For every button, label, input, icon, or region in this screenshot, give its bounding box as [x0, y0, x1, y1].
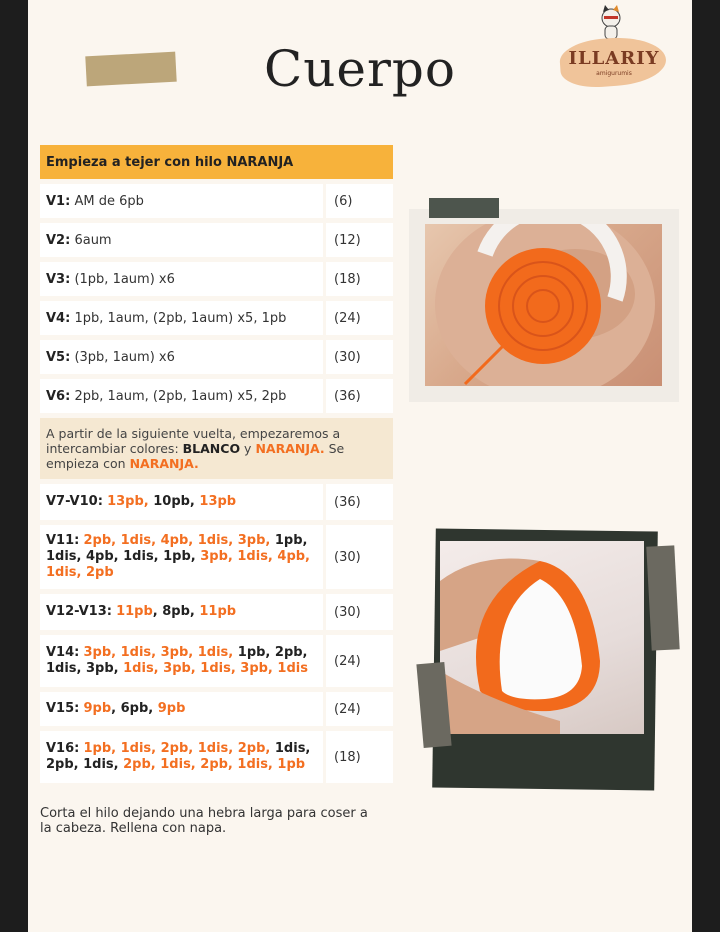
table-row — [40, 523, 393, 592]
note-y: y — [240, 441, 256, 456]
orange-stitches: 2pb, 1dis, 2pb, 1dis, 1pb — [123, 757, 306, 772]
color-change-note — [40, 416, 393, 482]
white-stitches: , 8pb, — [152, 604, 200, 619]
table-row — [40, 482, 393, 523]
orange-stitches: , — [143, 494, 154, 509]
brand-logo — [560, 4, 668, 90]
row-text: (1pb, 1aum) x6 — [74, 271, 175, 287]
row-instruction — [40, 482, 325, 523]
orange-stitches: 9pb — [157, 701, 186, 716]
note-part2: Se empieza con — [46, 441, 345, 471]
row-label: V1: — [46, 193, 71, 209]
row-text: 1pb, 1aum, (2pb, 1aum) x5, 1pb — [74, 310, 287, 326]
row-label: V7-V10: — [46, 494, 103, 509]
table-row — [40, 592, 393, 633]
orange-stitches: 13pb — [107, 494, 144, 509]
note-part1: A partir de la siguiente vuelta, empezaremos a intercambiar colores: — [46, 426, 341, 456]
footer-instructions: Corta el hilo dejando una hebra larga para coser a la cabeza. Rellena con napa. — [40, 806, 368, 836]
table-row — [40, 299, 393, 338]
orange-stitches: 13pb — [199, 494, 237, 509]
table-row — [40, 260, 393, 299]
row-label: V3: — [46, 271, 71, 287]
row-label: V4: — [46, 310, 71, 326]
row-instruction — [40, 260, 325, 299]
row-label: V11: — [46, 533, 80, 548]
row-text: 6aum — [74, 232, 112, 248]
crochet-photo-base — [425, 224, 662, 386]
row-count: (24) — [325, 633, 394, 690]
logo-tagline: amigurumis — [596, 70, 632, 77]
row-count: (6) — [325, 182, 394, 221]
crochet-body-photo — [440, 541, 644, 734]
row-count: (36) — [325, 377, 394, 416]
row-label: V14: — [46, 645, 80, 660]
orange-stitches: 1dis, 3pb, 1dis, 3pb, 1dis — [123, 661, 308, 676]
crochet-body-image — [440, 541, 644, 734]
orange-stitches: 11pb — [199, 604, 237, 619]
row-label: V16: — [46, 741, 80, 756]
row-label: V6: — [46, 388, 71, 404]
table-row — [40, 633, 393, 690]
white-stitches: 1pb, 1dis, 4pb, 1dis, 1pb, — [46, 533, 308, 564]
row-label: V5: — [46, 349, 71, 365]
row-count: (30) — [325, 523, 394, 592]
row-instruction — [40, 690, 325, 729]
logo-name: ILLARIY — [568, 48, 660, 69]
row-instruction — [40, 633, 325, 690]
row-instruction — [40, 592, 325, 633]
row-instruction — [40, 182, 325, 221]
row-instruction — [40, 338, 325, 377]
row-count: (24) — [325, 690, 394, 729]
white-stitches: , 6pb, — [111, 701, 158, 716]
pattern-table — [40, 145, 393, 788]
table-row — [40, 377, 393, 416]
row-label: V15: — [46, 701, 80, 716]
orange-stitches: 11pb — [116, 604, 153, 619]
table-row — [40, 221, 393, 260]
table-row — [40, 182, 393, 221]
row-count: (30) — [325, 338, 394, 377]
row-count: (18) — [325, 729, 394, 786]
note-text — [40, 416, 393, 482]
decorative-tape — [646, 545, 679, 650]
orange-stitches: 3pb, 1dis, 4pb, 1dis, 2pb — [46, 549, 310, 580]
row-instruction — [40, 299, 325, 338]
white-stitches: 1pb, 2pb, 1dis, 3pb, — [46, 645, 308, 676]
table-row — [40, 338, 393, 377]
decorative-tape — [429, 198, 499, 218]
row-count: (36) — [325, 482, 394, 523]
row-instruction — [40, 221, 325, 260]
orange-stitches: 1pb, 1dis, 2pb, 1dis, 2pb, — [83, 741, 271, 756]
table-row — [40, 729, 393, 786]
row-count: (18) — [325, 260, 394, 299]
white-stitches: 1dis, 2pb, 1dis, — [46, 741, 311, 772]
page-title: Cuerpo — [263, 40, 457, 98]
note-naranja: NARANJA. — [255, 441, 325, 456]
row-instruction — [40, 729, 325, 786]
header-text: Empieza a tejer con hilo NARANJA — [40, 145, 393, 182]
row-count: (30) — [325, 592, 394, 633]
note-blanco: BLANCO — [182, 441, 241, 456]
row-count: (24) — [325, 299, 394, 338]
orange-stitches: 9pb — [83, 701, 112, 716]
row-count: (12) — [325, 221, 394, 260]
row-instruction — [40, 523, 325, 592]
orange-stitches: 3pb, 1dis, 3pb, 1dis, — [83, 645, 234, 660]
row-label: V12-V13: — [46, 604, 112, 619]
row-text: (3pb, 1aum) x6 — [74, 349, 175, 365]
crochet-disc-image — [425, 224, 662, 386]
table-row — [40, 690, 393, 729]
table-header — [40, 145, 393, 182]
row-text: 2pb, 1aum, (2pb, 1aum) x5, 2pb — [74, 388, 287, 404]
orange-stitches: 2pb, 1dis, 4pb, 1dis, 3pb, — [83, 533, 271, 548]
row-label: V2: — [46, 232, 71, 248]
cat-icon — [596, 4, 626, 40]
white-stitches: 10pb, — [153, 494, 200, 509]
row-instruction — [40, 377, 325, 416]
note-naranja2: NARANJA. — [129, 456, 199, 471]
pattern-page — [28, 0, 692, 932]
row-text: AM de 6pb — [74, 193, 144, 209]
